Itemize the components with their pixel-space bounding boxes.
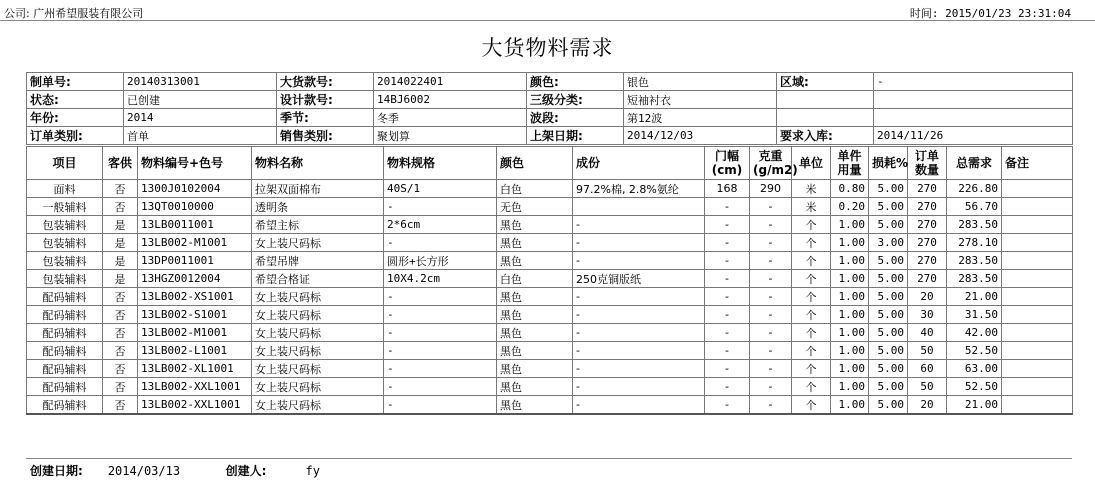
column-header: 物料编号+色号	[138, 147, 252, 180]
table-cell	[1002, 216, 1073, 234]
table-cell	[1002, 324, 1073, 342]
table-cell: 5.00	[869, 288, 908, 306]
table-row	[27, 360, 1073, 378]
table-cell: 黑色	[497, 342, 573, 360]
table-cell: 1.00	[831, 396, 869, 415]
table-cell: -	[750, 324, 792, 342]
table-cell: 5.00	[869, 180, 908, 198]
table-cell: 包装辅料	[27, 252, 103, 270]
table-cell: -	[705, 360, 750, 378]
company-name: 公司: 广州希望服装有限公司	[4, 7, 144, 20]
info-label	[777, 109, 874, 127]
table-cell: -	[705, 198, 750, 216]
table-cell: 13LB002-S1001	[138, 306, 252, 324]
table-cell: 个	[792, 396, 831, 415]
info-value	[874, 109, 1073, 127]
table-cell: 否	[103, 288, 138, 306]
table-cell: 女上装尺码标	[252, 342, 384, 360]
table-cell: 1.00	[831, 360, 869, 378]
created-date-label: 创建日期:	[30, 464, 83, 478]
table-cell: 配码辅料	[27, 360, 103, 378]
table-cell: -	[705, 234, 750, 252]
table-row	[27, 216, 1073, 234]
table-cell: 黑色	[497, 234, 573, 252]
table-row	[27, 306, 1073, 324]
table-cell: -	[750, 288, 792, 306]
table-row	[27, 324, 1073, 342]
table-cell: -	[573, 378, 705, 396]
table-cell: -	[573, 324, 705, 342]
column-header: 备注	[1002, 147, 1073, 180]
table-cell: 包装辅料	[27, 216, 103, 234]
table-cell: -	[705, 216, 750, 234]
table-cell: 0.20	[831, 198, 869, 216]
table-cell: 否	[103, 306, 138, 324]
table-cell: 希望合格证	[252, 270, 384, 288]
column-header: 总需求	[947, 147, 1002, 180]
table-cell: 个	[792, 252, 831, 270]
table-cell: 13LB0011001	[138, 216, 252, 234]
table-cell	[1002, 288, 1073, 306]
table-cell: 270	[908, 180, 947, 198]
table-cell: 5.00	[869, 324, 908, 342]
footer	[30, 462, 320, 479]
creator-value: fy	[305, 464, 320, 478]
table-cell	[1002, 378, 1073, 396]
column-header: 项目	[27, 147, 103, 180]
table-cell: 包装辅料	[27, 270, 103, 288]
table-cell: 圆形+长方形	[384, 252, 497, 270]
table-cell: 否	[103, 360, 138, 378]
top-divider	[0, 20, 1095, 21]
column-header: 物料规格	[384, 147, 497, 180]
table-cell: -	[750, 342, 792, 360]
table-cell: 白色	[497, 270, 573, 288]
table-cell: 女上装尺码标	[252, 306, 384, 324]
column-header: 克重(g/m2)	[750, 147, 792, 180]
table-cell: 无色	[497, 198, 573, 216]
table-cell: 5.00	[869, 360, 908, 378]
table-cell: -	[705, 288, 750, 306]
table-cell: 女上装尺码标	[252, 234, 384, 252]
table-cell: 女上装尺码标	[252, 324, 384, 342]
table-cell: -	[384, 360, 497, 378]
table-cell	[1002, 198, 1073, 216]
table-cell: 5.00	[869, 306, 908, 324]
info-value: 2014	[124, 109, 277, 127]
print-timestamp: 时间: 2015/01/23 23:31:04	[909, 7, 1071, 20]
table-cell: -	[750, 198, 792, 216]
table-cell: 2*6cm	[384, 216, 497, 234]
table-cell: 226.80	[947, 180, 1002, 198]
table-cell: 40S/1	[384, 180, 497, 198]
table-cell: 配码辅料	[27, 378, 103, 396]
table-cell: 20	[908, 288, 947, 306]
table-cell: 否	[103, 180, 138, 198]
table-cell: 56.70	[947, 198, 1002, 216]
table-cell: 13LB002-L1001	[138, 342, 252, 360]
info-value: 银色	[624, 73, 777, 91]
table-cell: -	[705, 342, 750, 360]
table-cell: 1.00	[831, 288, 869, 306]
table-cell: -	[573, 288, 705, 306]
table-cell: 63.00	[947, 360, 1002, 378]
table-cell: -	[573, 342, 705, 360]
table-cell: 黑色	[497, 306, 573, 324]
table-cell: 5.00	[869, 252, 908, 270]
table-row	[27, 288, 1073, 306]
table-cell: 是	[103, 270, 138, 288]
created-date-value: 2014/03/13	[107, 464, 181, 478]
info-label: 大货款号:	[277, 73, 374, 91]
table-cell: -	[705, 252, 750, 270]
table-cell: 13LB002-XL1001	[138, 360, 252, 378]
table-cell: 女上装尺码标	[252, 396, 384, 415]
table-cell: 一般辅料	[27, 198, 103, 216]
table-cell: -	[750, 306, 792, 324]
table-row	[27, 342, 1073, 360]
table-cell: 30	[908, 306, 947, 324]
table-cell: 1.00	[831, 270, 869, 288]
table-cell: 个	[792, 306, 831, 324]
creator-label: 创建人:	[225, 464, 267, 478]
table-cell: 否	[103, 396, 138, 415]
table-row	[27, 396, 1073, 415]
info-row	[27, 127, 1073, 145]
table-cell: 希望吊牌	[252, 252, 384, 270]
table-cell: -	[384, 198, 497, 216]
top-bar	[0, 0, 1095, 22]
info-value: 2014/11/26	[874, 127, 1073, 145]
table-cell: 包装辅料	[27, 234, 103, 252]
info-value: 2014/12/03	[624, 127, 777, 145]
table-cell: 女上装尺码标	[252, 360, 384, 378]
table-cell: 10X4.2cm	[384, 270, 497, 288]
table-cell	[1002, 342, 1073, 360]
table-cell: -	[750, 378, 792, 396]
table-cell: -	[384, 396, 497, 415]
info-value: 20140313001	[124, 73, 277, 91]
table-cell: -	[384, 288, 497, 306]
table-cell: 13LB002-M1001	[138, 324, 252, 342]
column-header: 订单数量	[908, 147, 947, 180]
table-cell: 配码辅料	[27, 342, 103, 360]
table-cell: 270	[908, 252, 947, 270]
table-cell: 黑色	[497, 288, 573, 306]
table-cell: 否	[103, 378, 138, 396]
table-cell: 个	[792, 270, 831, 288]
table-cell: 1.00	[831, 378, 869, 396]
column-header: 颜色	[497, 147, 573, 180]
table-cell: 个	[792, 288, 831, 306]
table-cell: 40	[908, 324, 947, 342]
table-cell: 1.00	[831, 306, 869, 324]
table-cell: 白色	[497, 180, 573, 198]
info-value: 首单	[124, 127, 277, 145]
table-cell: 13LB002-XS1001	[138, 288, 252, 306]
table-cell: 配码辅料	[27, 306, 103, 324]
info-value: 短袖衬衣	[624, 91, 777, 109]
table-row	[27, 270, 1073, 288]
table-cell: 个	[792, 360, 831, 378]
info-label: 颜色:	[527, 73, 624, 91]
table-cell: 168	[705, 180, 750, 198]
table-cell: 31.50	[947, 306, 1002, 324]
table-cell: 13LB002-XXL1001	[138, 396, 252, 415]
column-header: 单件用量	[831, 147, 869, 180]
footer-divider	[26, 458, 1072, 459]
info-label: 波段:	[527, 109, 624, 127]
info-label: 三级分类:	[527, 91, 624, 109]
table-cell: 3.00	[869, 234, 908, 252]
table-cell: 黑色	[497, 216, 573, 234]
table-row	[27, 180, 1073, 198]
table-cell: 52.50	[947, 342, 1002, 360]
table-cell: 黑色	[497, 378, 573, 396]
table-cell	[573, 198, 705, 216]
table-cell: 270	[908, 198, 947, 216]
info-row	[27, 73, 1073, 91]
table-cell: -	[750, 270, 792, 288]
info-label: 状态:	[27, 91, 124, 109]
table-cell: 面料	[27, 180, 103, 198]
table-cell: 0.80	[831, 180, 869, 198]
table-cell	[1002, 396, 1073, 415]
table-cell: 42.00	[947, 324, 1002, 342]
table-cell: 20	[908, 396, 947, 415]
table-cell	[1002, 360, 1073, 378]
table-cell: 21.00	[947, 288, 1002, 306]
table-cell: 13QT0010000	[138, 198, 252, 216]
table-cell: 黑色	[497, 396, 573, 415]
table-cell: 1.00	[831, 252, 869, 270]
table-cell: -	[750, 360, 792, 378]
column-header: 门幅(cm)	[705, 147, 750, 180]
table-cell: 女上装尺码标	[252, 288, 384, 306]
table-cell: -	[573, 234, 705, 252]
table-cell: 黑色	[497, 360, 573, 378]
table-cell: 个	[792, 342, 831, 360]
table-cell: 配码辅料	[27, 396, 103, 415]
table-cell: 希望主标	[252, 216, 384, 234]
table-cell: 是	[103, 234, 138, 252]
info-label: 销售类别:	[277, 127, 374, 145]
table-cell: 283.50	[947, 216, 1002, 234]
table-cell: -	[705, 270, 750, 288]
table-cell: -	[573, 252, 705, 270]
table-row	[27, 198, 1073, 216]
table-row	[27, 252, 1073, 270]
table-cell: -	[705, 306, 750, 324]
table-cell: 5.00	[869, 396, 908, 415]
info-value: 已创建	[124, 91, 277, 109]
table-cell: 5.00	[869, 198, 908, 216]
table-cell: -	[705, 324, 750, 342]
info-value: 14BJ6002	[374, 91, 527, 109]
table-cell: 278.10	[947, 234, 1002, 252]
info-label: 区域:	[777, 73, 874, 91]
table-cell	[1002, 234, 1073, 252]
table-cell: -	[705, 378, 750, 396]
table-cell: 60	[908, 360, 947, 378]
table-cell: -	[573, 396, 705, 415]
table-cell: 黑色	[497, 252, 573, 270]
info-value: -	[874, 73, 1073, 91]
table-cell: 配码辅料	[27, 288, 103, 306]
info-row	[27, 109, 1073, 127]
table-cell: -	[705, 396, 750, 415]
table-cell: 黑色	[497, 324, 573, 342]
table-cell: 52.50	[947, 378, 1002, 396]
table-row	[27, 234, 1073, 252]
table-cell: 1.00	[831, 216, 869, 234]
table-cell: 5.00	[869, 342, 908, 360]
table-cell: -	[573, 360, 705, 378]
table-cell: -	[750, 234, 792, 252]
table-cell: 13DP0011001	[138, 252, 252, 270]
info-label	[777, 91, 874, 109]
table-cell: 97.2%棉, 2.8%氨纶	[573, 180, 705, 198]
table-cell: -	[384, 378, 497, 396]
table-cell: 270	[908, 234, 947, 252]
order-info-table	[26, 72, 1073, 145]
table-cell: -	[384, 342, 497, 360]
table-cell: 5.00	[869, 270, 908, 288]
table-cell: 13LB002-M1001	[138, 234, 252, 252]
table-cell	[1002, 252, 1073, 270]
table-cell: 拉架双面棉布	[252, 180, 384, 198]
table-cell: 配码辅料	[27, 324, 103, 342]
info-value	[874, 91, 1073, 109]
table-cell: 女上装尺码标	[252, 378, 384, 396]
table-cell: -	[573, 216, 705, 234]
column-header: 客供	[103, 147, 138, 180]
info-row	[27, 91, 1073, 109]
table-cell: -	[384, 324, 497, 342]
info-label: 制单号:	[27, 73, 124, 91]
table-cell: -	[384, 234, 497, 252]
column-header: 损耗%	[869, 147, 908, 180]
column-header: 单位	[792, 147, 831, 180]
table-cell: 50	[908, 378, 947, 396]
info-value: 第12波	[624, 109, 777, 127]
table-cell: 1.00	[831, 324, 869, 342]
info-value: 2014022401	[374, 73, 527, 91]
info-value: 冬季	[374, 109, 527, 127]
material-demand-table	[26, 146, 1073, 415]
table-cell: 是	[103, 216, 138, 234]
table-cell: 1.00	[831, 342, 869, 360]
info-label: 年份:	[27, 109, 124, 127]
table-cell	[1002, 180, 1073, 198]
table-cell: -	[750, 252, 792, 270]
table-header-row	[27, 147, 1073, 180]
table-cell: 283.50	[947, 252, 1002, 270]
table-cell: 1.00	[831, 234, 869, 252]
table-cell: 个	[792, 378, 831, 396]
info-label: 要求入库:	[777, 127, 874, 145]
table-cell: 13HGZ0012004	[138, 270, 252, 288]
table-cell: 否	[103, 342, 138, 360]
table-cell: 个	[792, 216, 831, 234]
info-label: 上架日期:	[527, 127, 624, 145]
table-cell	[1002, 270, 1073, 288]
table-cell: 5.00	[869, 216, 908, 234]
table-cell: 否	[103, 324, 138, 342]
table-cell: -	[750, 216, 792, 234]
table-cell: 21.00	[947, 396, 1002, 415]
table-cell: 270	[908, 270, 947, 288]
info-label: 订单类别:	[27, 127, 124, 145]
column-header: 成份	[573, 147, 705, 180]
table-cell: 270	[908, 216, 947, 234]
table-row	[27, 378, 1073, 396]
table-cell: 否	[103, 198, 138, 216]
table-cell: -	[573, 306, 705, 324]
table-cell: 个	[792, 324, 831, 342]
table-cell: 是	[103, 252, 138, 270]
table-cell: 13LB002-XXL1001	[138, 378, 252, 396]
table-cell: 透明条	[252, 198, 384, 216]
table-cell: 米	[792, 180, 831, 198]
table-cell: 50	[908, 342, 947, 360]
table-cell	[1002, 306, 1073, 324]
table-cell: -	[384, 306, 497, 324]
table-cell: 250克铜版纸	[573, 270, 705, 288]
table-cell: 283.50	[947, 270, 1002, 288]
document-title: 大货物料需求	[481, 36, 614, 60]
table-cell: 个	[792, 234, 831, 252]
info-label: 设计款号:	[277, 91, 374, 109]
column-header: 物料名称	[252, 147, 384, 180]
table-cell: 米	[792, 198, 831, 216]
info-value: 聚划算	[374, 127, 527, 145]
table-cell: 1300J0102004	[138, 180, 252, 198]
table-cell: -	[750, 396, 792, 415]
info-label: 季节:	[277, 109, 374, 127]
table-cell: 290	[750, 180, 792, 198]
table-cell: 5.00	[869, 378, 908, 396]
